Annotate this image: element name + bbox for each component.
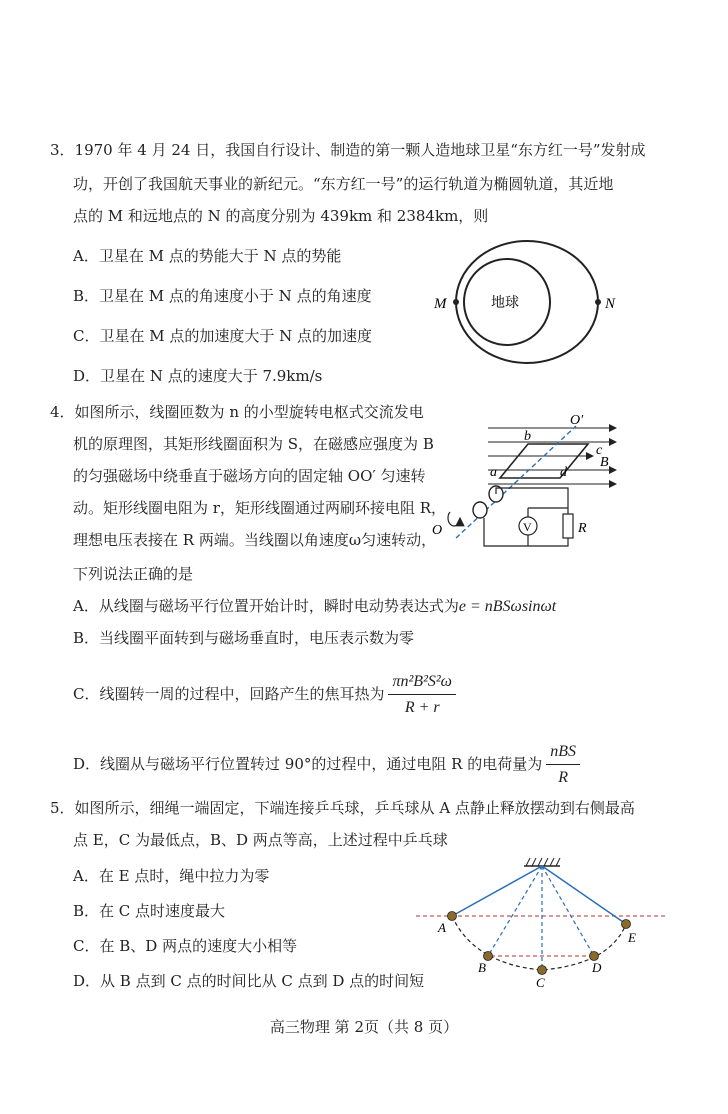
q3-orbit-figure (425, 232, 625, 382)
earth-label: 地球 (491, 296, 519, 311)
q4-stem-line3: 的匀强磁场中绕垂直于磁场方向的固定轴 OO′ 匀速转 (73, 467, 426, 485)
point-n (595, 299, 601, 305)
q5-stem-line1: 5．如图所示，细绳一端固定，下端连接乒乓球，乒乓球从 A 点静止释放摆动到右侧最高 (50, 799, 635, 817)
q4-option-c-fraction (388, 672, 455, 718)
axis-oo (456, 426, 576, 538)
ball-e (622, 920, 631, 929)
label-o: O (432, 523, 443, 538)
label-b: B (478, 960, 486, 975)
q4-option-d-fraction (546, 742, 580, 788)
voltmeter-label: V (523, 520, 532, 534)
q4-stem-line5: 理想电压表接在 R 两端。当线圈以角速度ω匀速转动， (73, 531, 437, 549)
q3-stem-line1: 3．1970 年 4 月 24 日，我国自行设计、制造的第一颗人造地球卫星“东方红一号”发射成 (50, 141, 646, 159)
q4-stem-line4: 动。矩形线圈电阻为 r，矩形线圈通过两刷环接电阻 R， (73, 499, 447, 517)
string-d (542, 866, 594, 956)
q4-option-a-text: A．从线圈与磁场平行位置开始计时，瞬时电动势表达式为 (73, 597, 459, 615)
label-field-b: B (600, 455, 609, 470)
q4-option-d-numerator: nBS (546, 742, 580, 765)
label-n: N (605, 296, 616, 312)
slip-ring (473, 502, 487, 518)
q5-option-b: B．在 C 点时速度最大 (73, 902, 226, 920)
orbit-ellipse (456, 241, 598, 363)
q4-option-b: B．当线圈平面转到与磁场垂直时，电压表示数为零 (73, 629, 415, 647)
label-a: A (438, 920, 446, 935)
q3-stem-line2: 功，开创了我国航天事业的新纪元。“东方红一号”的运行轨道为椭圆轨道，其近地 (73, 175, 614, 193)
label-e: E (628, 930, 636, 945)
label-c: c (596, 443, 603, 458)
q4-option-c (73, 672, 456, 718)
q4-option-d-text: D．线圈从与磁场平行位置转过 90°的过程中，通过电阻 R 的电荷量为 (73, 755, 543, 773)
point-m (453, 299, 459, 305)
q4-option-a (73, 596, 556, 617)
resistor-label: R (578, 521, 587, 536)
q4-stem-line1: 4．如图所示，线圈匝数为 n 的小型旋转电枢式交流发电 (50, 403, 424, 421)
string-a (452, 866, 542, 916)
q5-option-a: A．在 E 点时，绳中拉力为零 (73, 867, 270, 885)
q4-stem-line2: 机的原理图，其矩形线圈面积为 S，在磁感应强度为 B (73, 435, 434, 453)
q4-option-d-denominator: R (558, 769, 568, 786)
q5-option-c: C．在 B、D 两点的速度大小相等 (73, 937, 298, 955)
label-d: d (560, 465, 567, 480)
resistor (563, 514, 573, 538)
string-b (488, 866, 542, 956)
ceiling-hatch (526, 858, 560, 866)
q5-stem-line2: 点 E，C 为最低点，B、D 两点等高，上述过程中乒乓球 (73, 831, 448, 849)
q4-option-c-denominator: R + r (404, 699, 440, 716)
q4-stem-line6: 下列说法正确的是 (73, 565, 194, 583)
label-b: b (524, 429, 531, 444)
coil (500, 444, 588, 478)
ball-c (538, 966, 547, 975)
q5-pendulum-figure (414, 852, 674, 992)
q4-option-c-text: C．线圈转一周的过程中，回路产生的焦耳热为 (73, 685, 385, 703)
q3-option-d: D．卫星在 N 点的速度大于 7.9km/s (73, 367, 323, 385)
label-a: a (490, 465, 497, 480)
q4-option-c-numerator: πn²B²S²ω (388, 672, 455, 695)
page-footer: 高三物理 第 2页（共 8 页） (269, 1018, 459, 1036)
q3-option-b: B．卫星在 M 点的角速度小于 N 点的角速度 (73, 287, 372, 305)
rotation-arrow (448, 512, 460, 526)
q4-option-a-formula: e = nBSωsinωt (458, 598, 557, 615)
label-o-prime: O′ (570, 413, 584, 428)
q4-option-d (73, 742, 580, 788)
string-e (542, 866, 626, 924)
q3-option-a: A．卫星在 M 点的势能大于 N 点的势能 (73, 247, 342, 265)
q3-option-c: C．卫星在 M 点的加速度大于 N 点的加速度 (73, 327, 373, 345)
label-d: D (592, 960, 602, 975)
label-c: C (536, 975, 545, 990)
q5-option-d: D．从 B 点到 C 点的时间比从 C 点到 D 点的时间短 (73, 972, 425, 990)
q3-stem-line3: 点的 M 和远地点的 N 的高度分别为 439km 和 2384km，则 (73, 207, 489, 225)
label-m: M (434, 296, 447, 312)
ball-a (448, 912, 457, 921)
q4-generator-figure (428, 408, 628, 558)
